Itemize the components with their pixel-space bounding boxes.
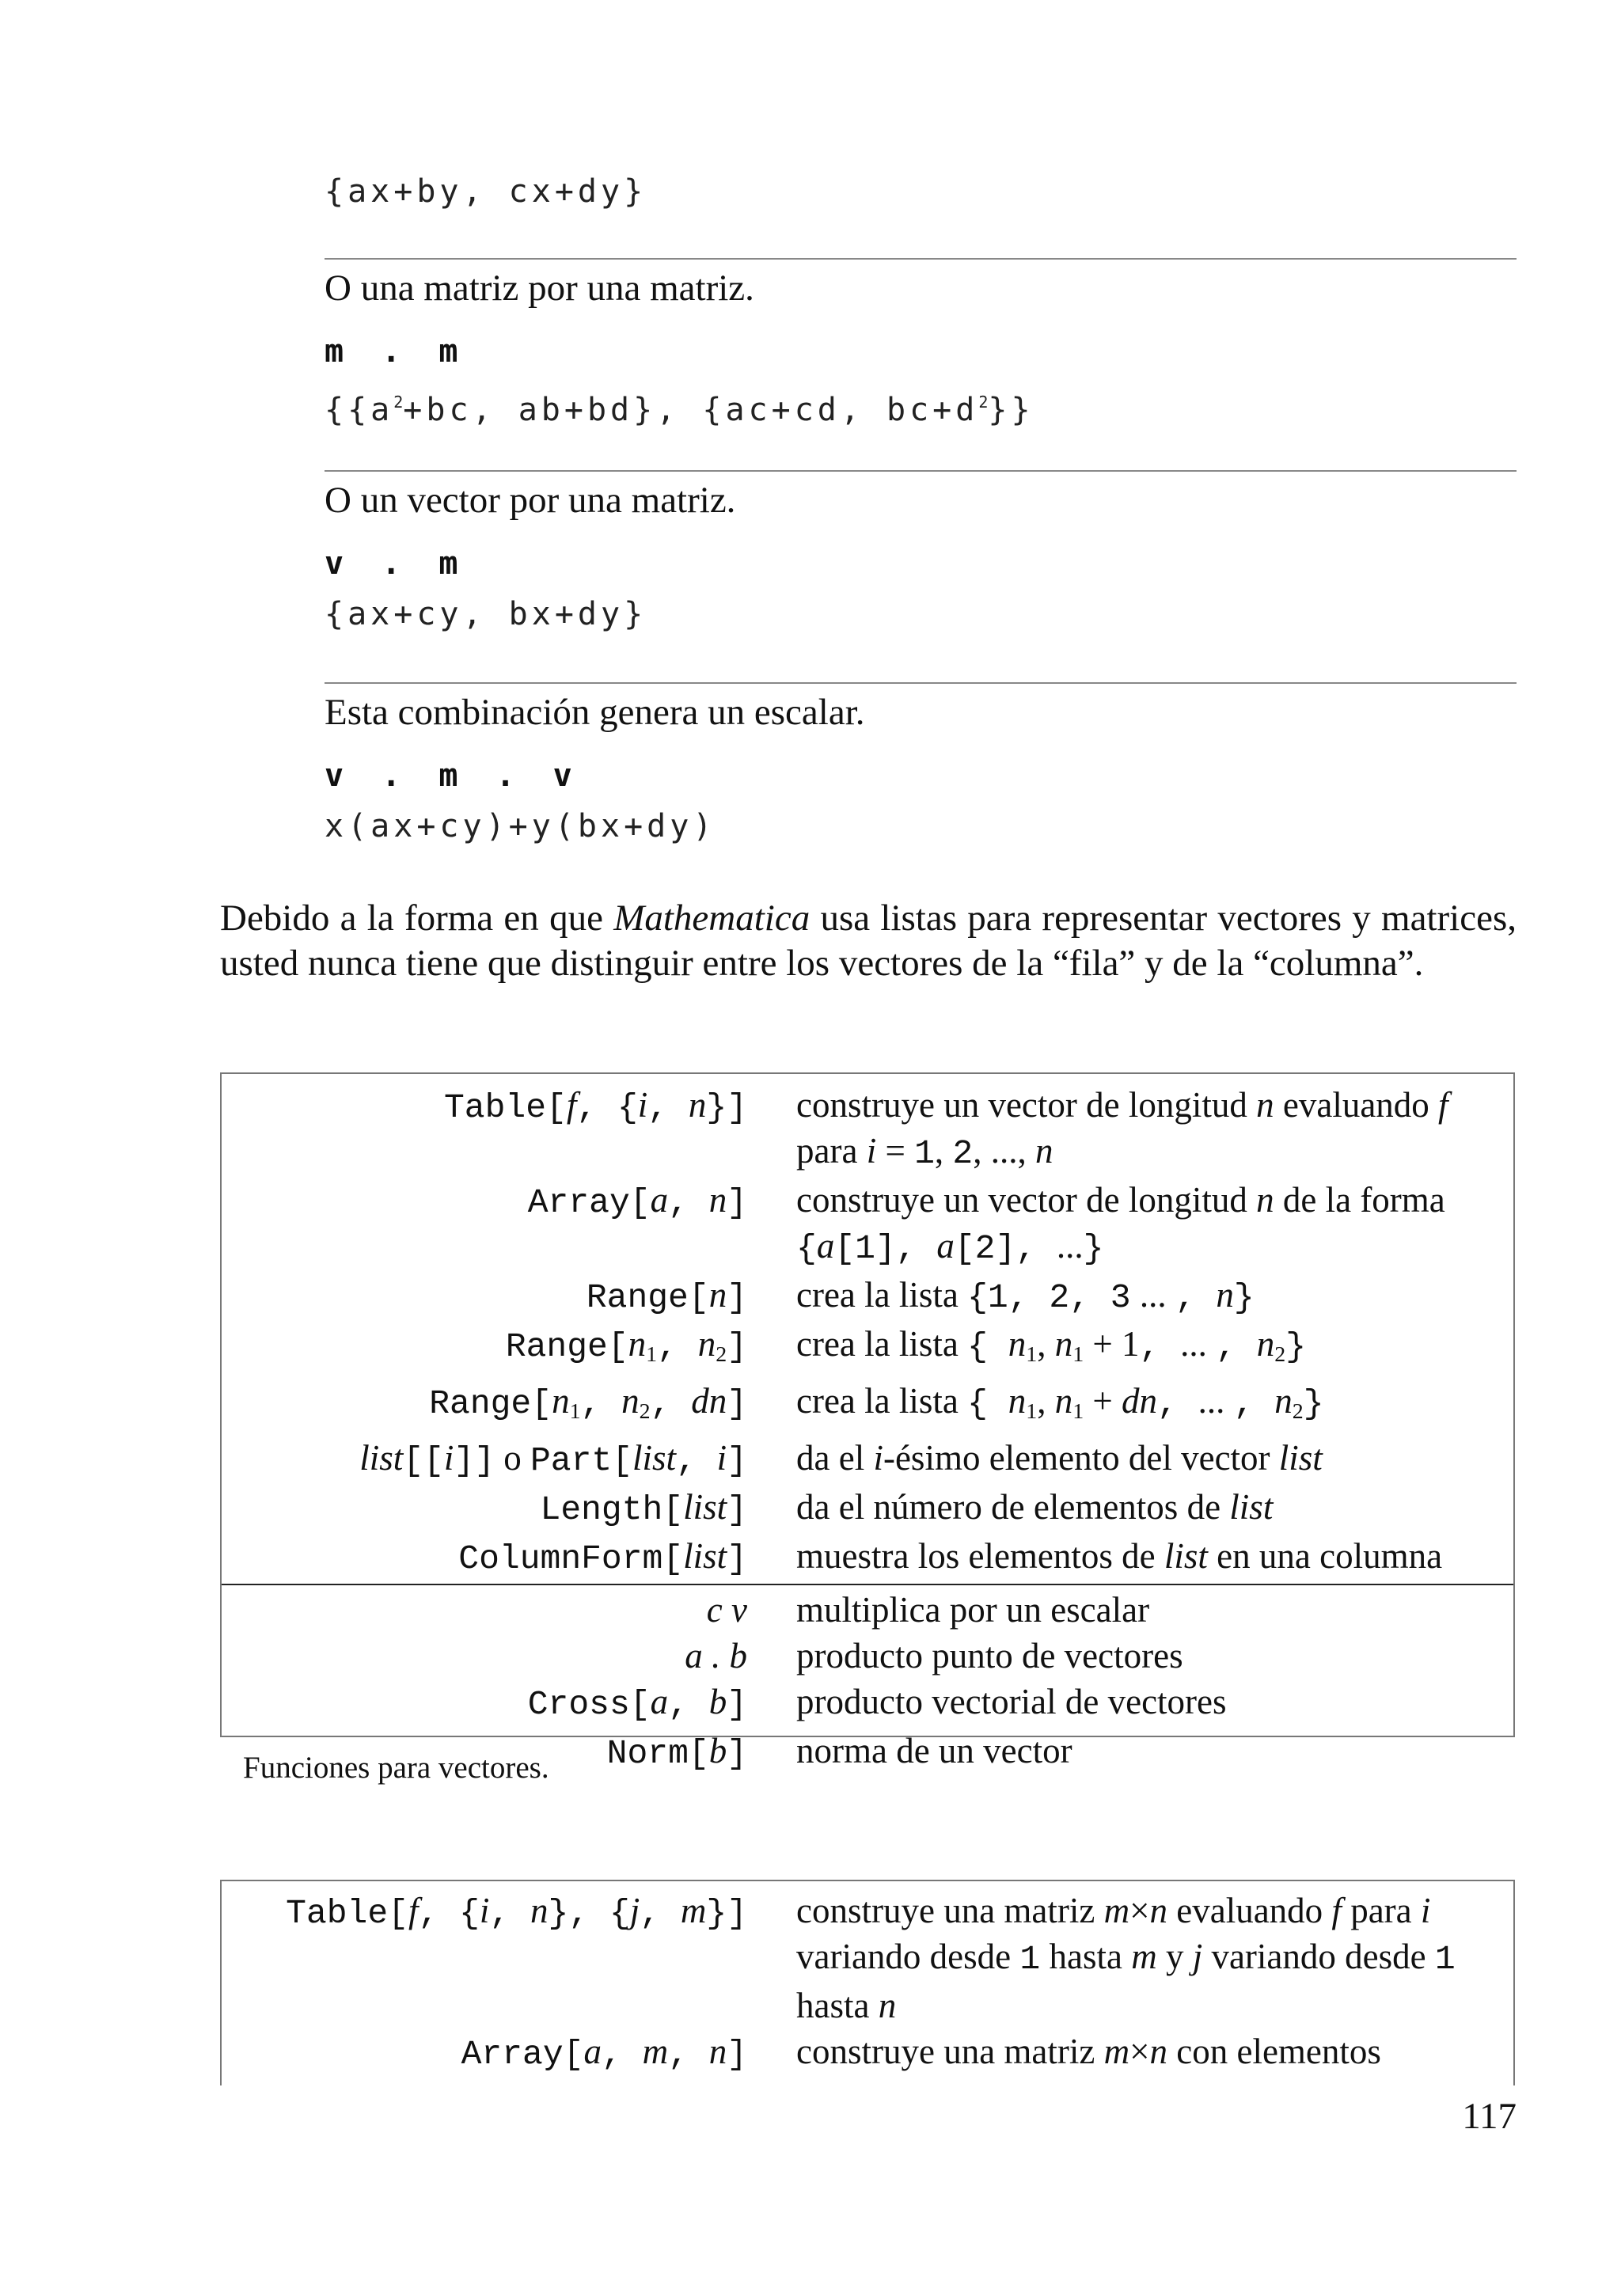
output-line-1: {ax+by, cx+dy} <box>325 173 647 210</box>
input-line-3: v . m <box>325 545 468 582</box>
text-line-1: O una matriz por una matriz. <box>325 268 754 309</box>
table-row: Table[f, {i, n}] construye un vector de longitud n evaluando f para i = 1, 2, ..., n <box>443 1085 1448 1173</box>
cell-separator-3 <box>325 682 1517 684</box>
output-line-4: x(ax+cy)+y(bx+dy) <box>325 808 716 844</box>
cell-separator-2 <box>325 470 1517 472</box>
table-row: Array[a, n] construye un vector de longitud n de la forma {a[1], a[2], ...} <box>527 1180 1445 1268</box>
table-row: a . b producto punto de vectores <box>685 1635 1183 1676</box>
table-row: Table[f, {i, n}, {j, m}] construye una matriz m×n evaluando f para i variando desde 1 hasta m y j variando desde 1 hasta n <box>286 1891 1456 2025</box>
table-row: $Range[n_1$, $n_2$] crea la lista { $n_1$, $n_1 + 1$, ... , $n_2$} <box>505 1324 1307 1367</box>
table-row: ColumnForm[list] muestra los elementos de list en una columna <box>458 1535 1443 1578</box>
table-row: Cross[a, b] producto vectorial de vectores <box>527 1681 1227 1724</box>
page-number: 117 <box>1462 2096 1517 2137</box>
text-line-3: Esta combinación genera un escalar. <box>325 692 865 733</box>
table-divider <box>222 1584 1513 1585</box>
cell-separator-1 <box>325 258 1517 260</box>
input-line-4: v . m . v <box>325 757 582 794</box>
table-row: list[[i]] o Part[list, i] da el i-ésimo elemento del vector list <box>359 1437 1323 1480</box>
text-line-2: O un vector por una matriz. <box>325 480 736 521</box>
table-row: Norm[b] norma de un vector <box>606 1730 1072 1773</box>
input-line-2: m . m <box>325 333 468 370</box>
table-row: Range[n] crea la lista {1, 2, 3 ... , n} <box>586 1275 1255 1317</box>
table-row: Array[a, m, n] construye una matriz m×n con elementos <box>461 2032 1381 2074</box>
table-row: Length[list] da el número de elementos de list <box>540 1486 1274 1529</box>
table-row: $Range[n_1$, $n_2$, dn] crea la lista { $n_1$, $n_1$ + dn, ... , $n_2$} <box>429 1380 1324 1424</box>
matrix-functions-table <box>220 1880 1515 2085</box>
table-row: c v multiplica por un escalar <box>706 1589 1150 1630</box>
output-line-3: {ax+cy, bx+dy} <box>325 596 647 632</box>
output-line-2: {{$a^2+bc$, ab+bd}, {ac+cd, $bc+d^2$}} <box>325 392 1034 428</box>
body-paragraph: Debido a la forma en que Mathematica usa listas para representar vectores y matrices, usted nunca tiene que distinguir entre los vectores de la “fila” y de la “columna”. <box>220 898 1517 984</box>
table-caption: Funciones para vectores. <box>243 1751 549 1785</box>
